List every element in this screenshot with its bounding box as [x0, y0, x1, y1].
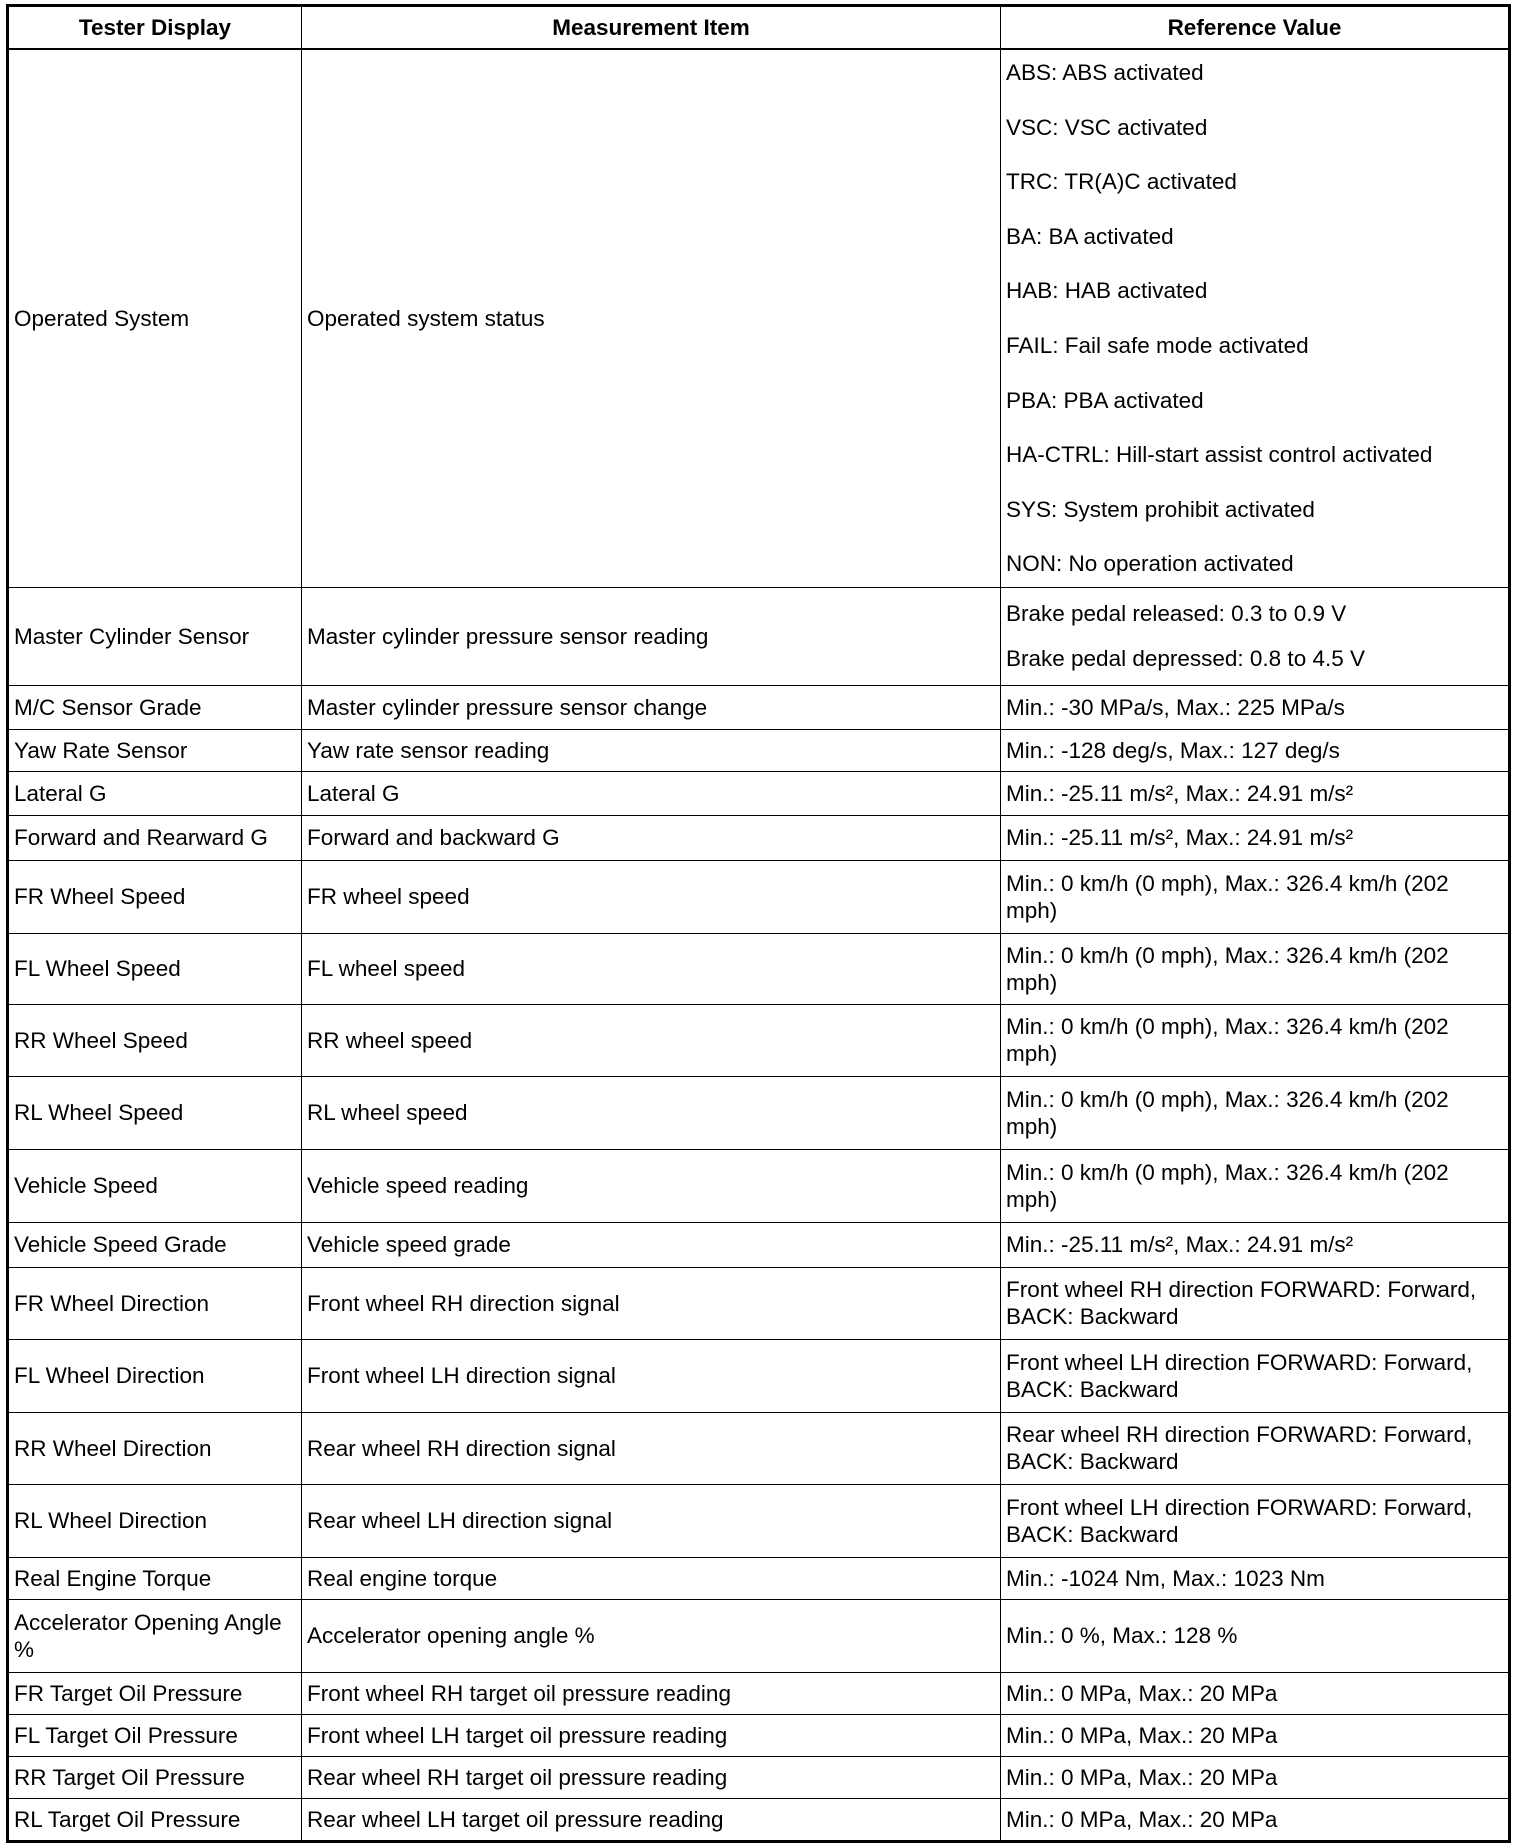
- reference-value-line: TRC: TR(A)C activated: [1006, 169, 1237, 195]
- reference-value-cell: [1001, 587, 1510, 685]
- measurement-item-cell: FR wheel speed: [302, 860, 1001, 933]
- tester-display-cell: FL Target Oil Pressure: [8, 1714, 302, 1756]
- data-list-table: [6, 4, 1511, 1843]
- tester-display-cell: RL Wheel Direction: [8, 1484, 302, 1557]
- table-row: [8, 1339, 1510, 1412]
- reference-value-cell: Min.: 0 MPa, Max.: 20 MPa: [1001, 1672, 1510, 1714]
- table-row: [8, 1076, 1510, 1149]
- reference-value-line: PBA: PBA activated: [1006, 387, 1204, 413]
- measurement-item-cell: Front wheel LH target oil pressure reading: [302, 1714, 1001, 1756]
- reference-value-list: [1006, 59, 1503, 577]
- measurement-item-cell: Real engine torque: [302, 1557, 1001, 1599]
- measurement-item-cell: RL wheel speed: [302, 1076, 1001, 1149]
- reference-value-cell: Min.: -128 deg/s, Max.: 127 deg/s: [1001, 729, 1510, 771]
- reference-value-cell: Min.: -25.11 m/s², Max.: 24.91 m/s²: [1001, 771, 1510, 815]
- measurement-item-cell: Vehicle speed reading: [302, 1149, 1001, 1222]
- table-row: [8, 771, 1510, 815]
- table-row: [8, 1756, 1510, 1798]
- tester-display-cell: RR Wheel Direction: [8, 1412, 302, 1484]
- header-tester-display: Tester Display: [8, 6, 302, 50]
- measurement-item-cell: Lateral G: [302, 771, 1001, 815]
- header-reference-value: Reference Value: [1001, 6, 1510, 50]
- measurement-item-cell: Rear wheel RH target oil pressure reading: [302, 1756, 1001, 1798]
- measurement-item-cell: Operated system status: [302, 49, 1001, 587]
- tester-display-cell: Vehicle Speed Grade: [8, 1222, 302, 1267]
- table-row: [8, 1672, 1510, 1714]
- reference-value-line: BA: BA activated: [1006, 223, 1174, 249]
- reference-value-line: VSC: VSC activated: [1006, 114, 1208, 140]
- reference-value-line: HAB: HAB activated: [1006, 278, 1208, 304]
- reference-value-line: SYS: System prohibit activated: [1006, 496, 1315, 522]
- table-row: [8, 860, 1510, 933]
- tester-display-cell: RR Wheel Speed: [8, 1004, 302, 1076]
- table-row: [8, 815, 1510, 860]
- measurement-item-cell: Front wheel RH target oil pressure reading: [302, 1672, 1001, 1714]
- tester-display-cell: Vehicle Speed: [8, 1149, 302, 1222]
- reference-value-cell: Min.: 0 km/h (0 mph), Max.: 326.4 km/h (202 mph): [1001, 1149, 1510, 1222]
- tester-display-cell: Forward and Rearward G: [8, 815, 302, 860]
- tester-display-cell: Master Cylinder Sensor: [8, 587, 302, 685]
- reference-value-line: NON: No operation activated: [1006, 551, 1294, 577]
- table-row: [8, 49, 1510, 587]
- reference-value-cell: Min.: -25.11 m/s², Max.: 24.91 m/s²: [1001, 815, 1510, 860]
- measurement-item-cell: Accelerator opening angle %: [302, 1599, 1001, 1672]
- reference-value-cell: Front wheel RH direction FORWARD: Forward, BACK: Backward: [1001, 1267, 1510, 1339]
- table-row: [8, 1798, 1510, 1841]
- measurement-item-cell: FL wheel speed: [302, 933, 1001, 1004]
- reference-value-cell: Min.: 0 MPa, Max.: 20 MPa: [1001, 1798, 1510, 1841]
- measurement-item-cell: Yaw rate sensor reading: [302, 729, 1001, 771]
- reference-value-line: ABS: ABS activated: [1006, 60, 1204, 86]
- table-row: [8, 587, 1510, 685]
- tester-display-cell: Real Engine Torque: [8, 1557, 302, 1599]
- reference-value-cell: Min.: -30 MPa/s, Max.: 225 MPa/s: [1001, 685, 1510, 729]
- tester-display-cell: M/C Sensor Grade: [8, 685, 302, 729]
- tester-display-cell: FR Wheel Speed: [8, 860, 302, 933]
- tester-display-cell: RR Target Oil Pressure: [8, 1756, 302, 1798]
- reference-value-cell: Rear wheel RH direction FORWARD: Forward, BACK: Backward: [1001, 1412, 1510, 1484]
- reference-value-cell: Front wheel LH direction FORWARD: Forward, BACK: Backward: [1001, 1339, 1510, 1412]
- measurement-item-cell: Master cylinder pressure sensor reading: [302, 587, 1001, 685]
- measurement-item-cell: Rear wheel RH direction signal: [302, 1412, 1001, 1484]
- tester-display-cell: FL Wheel Speed: [8, 933, 302, 1004]
- table-row: [8, 1149, 1510, 1222]
- table-row: [8, 933, 1510, 1004]
- measurement-item-cell: Front wheel RH direction signal: [302, 1267, 1001, 1339]
- measurement-item-cell: RR wheel speed: [302, 1004, 1001, 1076]
- table-row: [8, 1004, 1510, 1076]
- tester-display-cell: Accelerator Opening Angle %: [8, 1599, 302, 1672]
- table-row: [8, 729, 1510, 771]
- tester-display-cell: FR Target Oil Pressure: [8, 1672, 302, 1714]
- reference-value-cell: Front wheel LH direction FORWARD: Forward, BACK: Backward: [1001, 1484, 1510, 1557]
- reference-value-cell: Min.: 0 %, Max.: 128 %: [1001, 1599, 1510, 1672]
- table-row: [8, 1222, 1510, 1267]
- measurement-item-cell: Master cylinder pressure sensor change: [302, 685, 1001, 729]
- reference-value-cell: Min.: 0 km/h (0 mph), Max.: 326.4 km/h (202 mph): [1001, 933, 1510, 1004]
- reference-value-cell: [1001, 49, 1510, 587]
- header-measurement-item: Measurement Item: [302, 6, 1001, 50]
- measurement-item-cell: Vehicle speed grade: [302, 1222, 1001, 1267]
- table-row: [8, 1267, 1510, 1339]
- reference-value-line: FAIL: Fail safe mode activated: [1006, 332, 1309, 358]
- reference-value-cell: Min.: 0 MPa, Max.: 20 MPa: [1001, 1714, 1510, 1756]
- tester-display-cell: RL Wheel Speed: [8, 1076, 302, 1149]
- measurement-item-cell: Forward and backward G: [302, 815, 1001, 860]
- reference-value-cell: Min.: 0 km/h (0 mph), Max.: 326.4 km/h (202 mph): [1001, 1004, 1510, 1076]
- header-row: [8, 6, 1510, 50]
- reference-value-line: Brake pedal released: 0.3 to 0.9 V: [1006, 601, 1347, 626]
- tester-display-cell: Operated System: [8, 49, 302, 587]
- table-row: [8, 1412, 1510, 1484]
- table-row: [8, 685, 1510, 729]
- measurement-item-cell: Rear wheel LH target oil pressure reading: [302, 1798, 1001, 1841]
- table-row: [8, 1557, 1510, 1599]
- reference-value-cell: Min.: 0 km/h (0 mph), Max.: 326.4 km/h (202 mph): [1001, 1076, 1510, 1149]
- measurement-item-cell: Rear wheel LH direction signal: [302, 1484, 1001, 1557]
- reference-value-cell: Min.: 0 MPa, Max.: 20 MPa: [1001, 1756, 1510, 1798]
- tester-display-cell: Lateral G: [8, 771, 302, 815]
- measurement-item-cell: Front wheel LH direction signal: [302, 1339, 1001, 1412]
- reference-value-line: HA-CTRL: Hill-start assist control activated: [1006, 442, 1433, 468]
- tester-display-cell: Yaw Rate Sensor: [8, 729, 302, 771]
- reference-value-line: Brake pedal depressed: 0.8 to 4.5 V: [1006, 646, 1365, 671]
- table-row: [8, 1484, 1510, 1557]
- tester-display-cell: RL Target Oil Pressure: [8, 1798, 302, 1841]
- tester-display-cell: FL Wheel Direction: [8, 1339, 302, 1412]
- reference-value-cell: Min.: -1024 Nm, Max.: 1023 Nm: [1001, 1557, 1510, 1599]
- reference-value-cell: Min.: -25.11 m/s², Max.: 24.91 m/s²: [1001, 1222, 1510, 1267]
- tester-display-cell: FR Wheel Direction: [8, 1267, 302, 1339]
- reference-value-list: [1006, 600, 1503, 672]
- table-row: [8, 1599, 1510, 1672]
- reference-value-cell: Min.: 0 km/h (0 mph), Max.: 326.4 km/h (202 mph): [1001, 860, 1510, 933]
- table-row: [8, 1714, 1510, 1756]
